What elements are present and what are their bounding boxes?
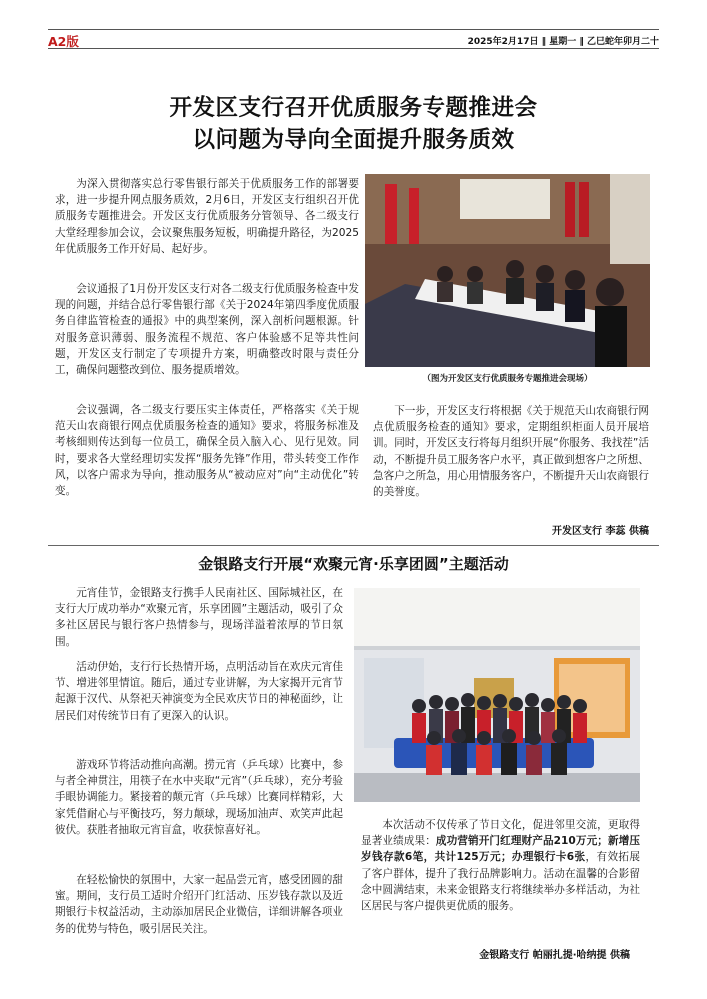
- article1-paragraph-4: 下一步，开发区支行将根据《关于规范天山农商银行网点优质服务检查的通知》要求，定期组织柜面人员开展培训。同时，开发区支行将每月组织开展“你服务、我找茬”活动，不断提升员工服务客户水平，真正做到想客户之所想、急客户之所急，用心用情服务客户，不断提升天山农商银行的美誉度。: [373, 405, 649, 499]
- article2-results-highlight: 成功营销开门红理财产品210万元；新增压岁钱存款6笔，共计125万元；办理银行卡6张: [361, 835, 640, 864]
- article2-paragraph-4: 在轻松愉快的氛围中，大家一起品尝元宵，感受团圆的甜蜜。期间，支行员工适时介绍开门红活动、压岁钱存款以及近期银行卡权益活动，主动添加居民企业微信，详细讲解各项业务的优势与特色，吸引居民关注。: [55, 874, 343, 935]
- issue-date: 2025年2月17日 ‖ 星期一 ‖ 乙巳蛇年卯月二十: [467, 37, 659, 47]
- article2-paragraph-5-tail: ，有效拓展了客户群体，提升了我行品牌影响力。活动在温馨的合影留念中圆满结束，未来金银路支行将继续举办多样活动，为社区居民与客户提供更优质的服务。: [361, 851, 640, 913]
- article2-title: 金银路支行开展“欢聚元宵·乐享团圆”主题活动: [198, 555, 509, 573]
- article2-paragraph-2: 活动伊始，支行行长热情开场，点明活动旨在欢庆元宵佳节、增进邻里情谊。随后，通过专业讲解，为大家揭开元宵节起源于汉代、从祭祀天神演变为全民欢庆节日的神秘面纱，让居民们对传统节日有了更深入的认识。: [55, 661, 343, 722]
- article2-byline: 金银路支行 帕丽扎提·哈纳提 供稿: [479, 950, 630, 961]
- lantern-festival-group-photo: [354, 588, 640, 802]
- meeting-photo-caption: （图为开发区支行优质服务专题推进会现场）: [422, 374, 593, 384]
- article2-paragraph-3: 游戏环节将活动推向高潮。捞元宵（乒乓球）比赛中，参与者全神贯注，用筷子在水中夹取“元宵”（乒乓球），充分考验手眼协调能力。紧接着的颠元宵（乒乓球）比赛同样精彩，大家凭借耐心与平衡技巧，努力颠球，现场加油声、欢笑声此起彼伏。获胜者抽取元宵盲盒，收获惊喜好礼。: [55, 759, 343, 836]
- article2-paragraph-5: [361, 817, 640, 914]
- article-divider: [48, 545, 659, 546]
- article1-title-line2: 以问题为导向全面提升服务质效: [192, 127, 515, 153]
- article1-paragraph-3: 会议强调，各二级支行要压实主体责任，严格落实《关于规范天山农商银行网点优质服务检查的通知》要求，将服务标准及考核细则传达到每一位员工，确保全员入脑入心、见行见效。同时，要求各大堂经理切实发挥“服务先锋”作用，带头转变工作作风，以客户需求为导向，推动服务从“被动应对”向“主动优化”转变。: [55, 404, 359, 498]
- article1-title-line1: 开发区支行召开优质服务专题推进会: [169, 95, 538, 121]
- page-header: [48, 29, 659, 49]
- article1-paragraph-2: 会议通报了1月份开发区支行对各二级支行优质服务检查中发现的问题，并结合总行零售银行部《关于2024年第四季度优质服务自律监管检查的通报》中的典型案例，深入剖析问题根源。针对服务意识薄弱、服务流程不规范、客户体验感不足等共性问题，开发区支行制定了专项提升方案，明确整改时限与责任分工，确保问题整改到位、服务提质增效。: [55, 283, 359, 377]
- article2-paragraph-1: 元宵佳节，金银路支行携手人民南社区、国际城社区，在支行大厅成功举办“欢聚元宵，乐享团圆”主题活动，吸引了众多社区居民与银行客户热情参与，现场洋溢着浓厚的节日氛围。: [55, 587, 343, 648]
- header-bottom-rule: [48, 48, 659, 49]
- article1-paragraph-1: 为深入贯彻落实总行零售银行部关于优质服务工作的部署要求，进一步提升网点服务质效，2月6日，开发区支行组织召开优质服务专题推进会。开发区支行优质服务分管领导、各二级支行大堂经理参加会议，会议聚焦服务短板，明确提升路径，为2025年优质服务工作开好局、起好步。: [55, 178, 359, 255]
- header-top-rule: [48, 29, 659, 30]
- article1-byline: 开发区支行 李蕊 供稿: [552, 526, 649, 537]
- meeting-photo: [365, 174, 650, 367]
- edition-label: A2版: [48, 34, 79, 49]
- article2-paragraph-5-lead: 本次活动不仅传承了节日文化，促进邻里交流，更取得显著业绩成果：: [361, 819, 640, 848]
